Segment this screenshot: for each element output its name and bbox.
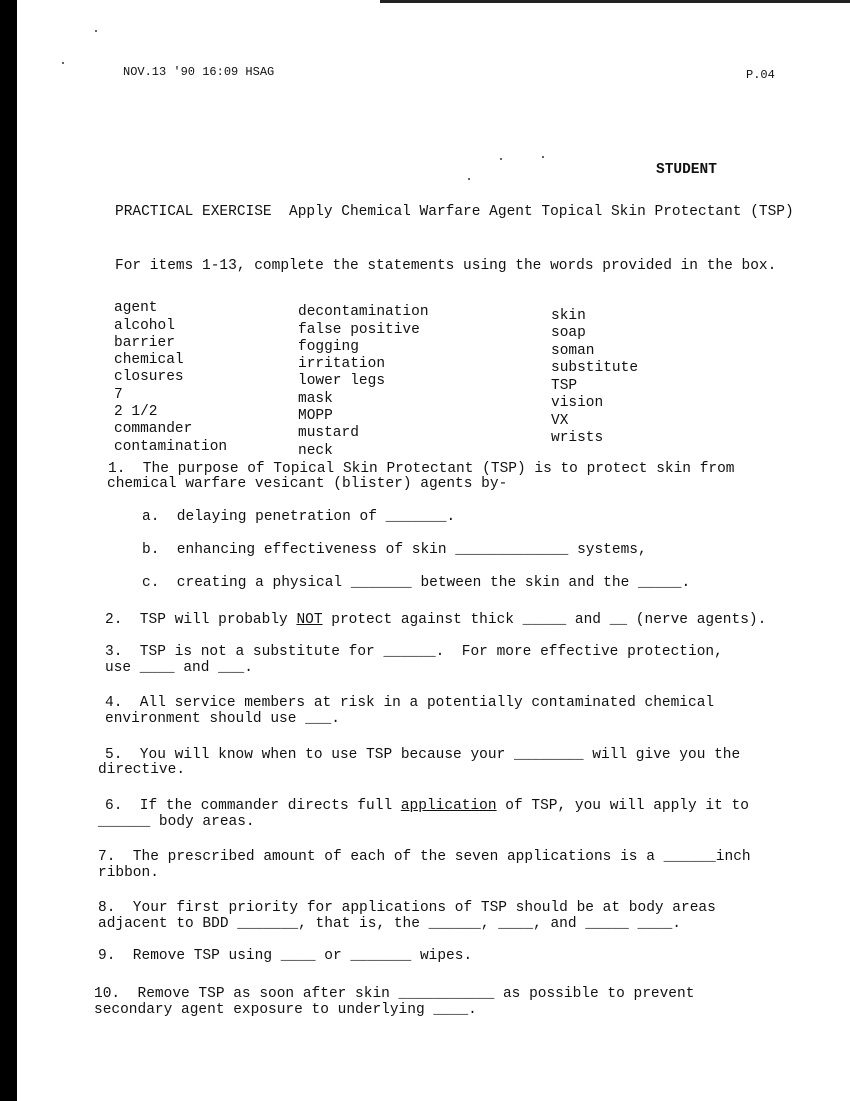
question-1a: a. delaying penetration of _______. (142, 509, 456, 525)
word: 7 (114, 386, 123, 403)
question-1c: c. creating a physical _______ between the skin and the _____. (142, 575, 691, 591)
page-title: PRACTICAL EXERCISE Apply Chemical Warfare Agent Topical Skin Protectant (TSP) (115, 204, 794, 220)
word: closures (114, 369, 184, 386)
question-2 (105, 612, 766, 628)
text: 6. If the commander directs full (105, 798, 401, 814)
question-6-line2: ______ body areas. (98, 814, 255, 830)
word: lower legs (298, 373, 386, 390)
scan-edge-bar (0, 0, 17, 1101)
word: irritation (298, 356, 386, 373)
word: vision (551, 395, 604, 411)
word: false positive (298, 321, 420, 338)
question-7-line1: 7. The prescribed amount of each of the seven applications is a ______inch (98, 849, 751, 865)
word: contamination (114, 438, 228, 455)
word-box-col3 (551, 290, 638, 448)
word: neck (298, 442, 333, 459)
page-number: P.04 (746, 68, 775, 82)
scan-speck (95, 30, 97, 32)
question-1-line1: 1. The purpose of Topical Skin Protectant (TSP) is to protect skin from (108, 461, 735, 477)
word: alcohol (114, 317, 175, 334)
scan-speck (500, 158, 502, 160)
question-8-line1: 8. Your first priority for applications of TSP should be at body areas (98, 900, 716, 916)
word: substitute (551, 360, 639, 376)
scan-top-line (380, 0, 850, 3)
word: skin (551, 307, 586, 324)
word: mustard (298, 425, 359, 442)
text: of TSP, you will apply it to (496, 798, 749, 814)
question-4-line1: 4. All service members at risk in a potentially contaminated chemical (105, 695, 715, 711)
scan-speck (468, 178, 470, 180)
word: barrier (114, 334, 175, 351)
question-1b: b. enhancing effectiveness of skin _____________ systems, (142, 542, 647, 558)
question-5-line2: directive. (98, 762, 186, 778)
question-3-line2: use ____ and ___. (105, 660, 253, 676)
word: VX (551, 412, 569, 429)
word: chemical (114, 352, 184, 369)
fax-stamp: NOV.13 '90 16:09 HSAG (123, 65, 275, 79)
question-3-line1: 3. TSP is not a substitute for ______. For more effective protection, (105, 644, 723, 660)
question-1-line2: chemical warfare vesicant (blister) agents by- (107, 476, 508, 492)
word: commander (114, 421, 193, 438)
instructions: For items 1-13, complete the statements using the words provided in the box. (115, 258, 777, 274)
emphasis: application (400, 798, 497, 814)
question-10-line2: secondary agent exposure to underlying ____. (94, 1002, 477, 1018)
scan-speck (62, 62, 64, 64)
question-10-line1: 10. Remove TSP as soon after skin ___________ as possible to prevent (94, 986, 695, 1002)
question-7-line2: ribbon. (98, 865, 159, 881)
student-label: STUDENT (656, 162, 717, 178)
word-box-col1 (114, 283, 227, 456)
word: MOPP (298, 408, 333, 425)
question-9: 9. Remove TSP using ____ or _______ wipes. (98, 948, 473, 964)
word: soman (551, 342, 595, 359)
word: fogging (298, 338, 359, 355)
word: mask (298, 390, 333, 407)
question-6-line1 (105, 798, 749, 814)
word: 2 1/2 (114, 404, 158, 421)
question-4-line2: environment should use ___. (105, 711, 340, 727)
word: wrists (551, 430, 604, 446)
word: soap (551, 325, 586, 341)
emphasis: NOT (296, 612, 323, 628)
word: TSP (551, 377, 578, 394)
text: protect against thick _____ and __ (nerve agents). (322, 612, 767, 628)
scan-speck (542, 156, 544, 158)
word: decontamination (298, 304, 429, 321)
text: 2. TSP will probably (105, 612, 297, 628)
question-5-line1: 5. You will know when to use TSP because your ________ will give you the (105, 747, 741, 763)
question-8-line2: adjacent to BDD _______, that is, the ______, ____, and _____ ____. (98, 916, 681, 932)
word-box-col2 (298, 287, 429, 460)
word: agent (114, 300, 158, 317)
